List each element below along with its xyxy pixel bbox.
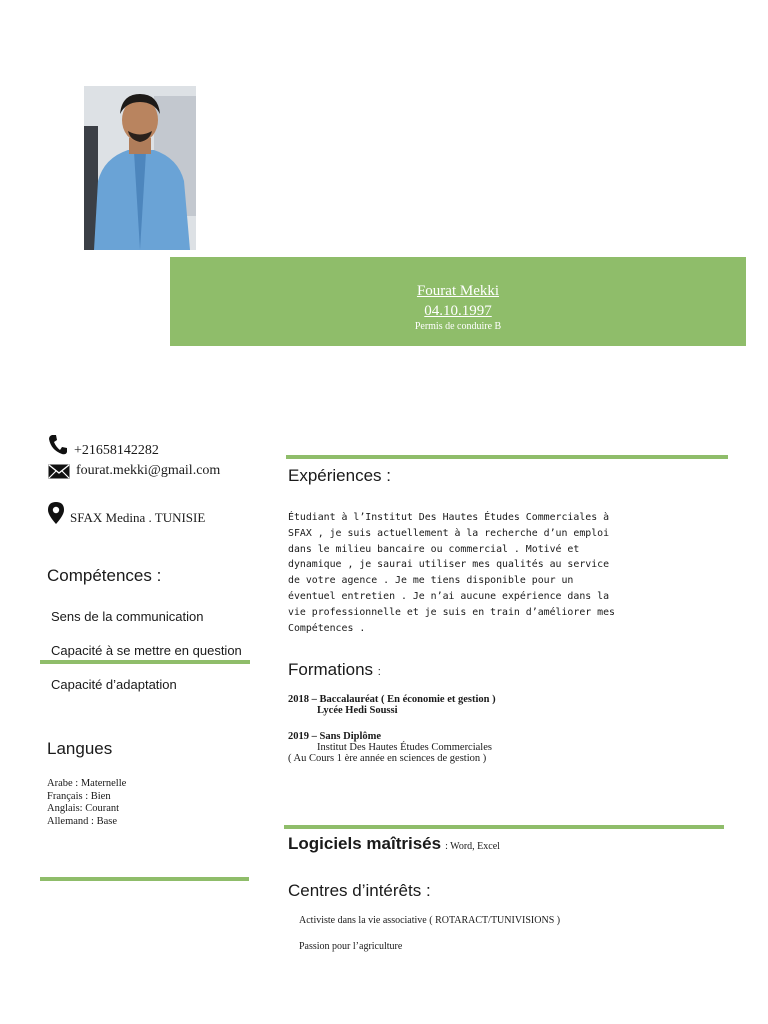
education-item-title: 2019 – Sans Diplôme <box>288 731 382 742</box>
phone-number: +21658142282 <box>74 443 159 458</box>
divider-line <box>40 660 250 664</box>
experience-line: Compétences . <box>288 622 366 634</box>
address: SFAX Medina . TUNISIE <box>70 510 206 525</box>
education-item-title: 2018 – Baccalauréat ( En économie et gestion ) <box>288 694 496 705</box>
experience-line: de votre agence . Je me tiens disponible pour un <box>288 575 574 587</box>
language-list <box>47 778 126 828</box>
experience-heading: Expériences : <box>288 466 391 485</box>
divider-line <box>286 455 728 459</box>
experience-line: éventuel entretien . Je n’ai aucune expérience dans la <box>288 590 610 602</box>
experience-line: vie professionnelle et je suis en train d’améliorer mes <box>288 606 615 618</box>
email-address[interactable]: fourat.mekki@gmail.com <box>76 463 221 478</box>
contact-phone <box>48 431 159 459</box>
education-heading <box>288 660 381 680</box>
education-item-school: Lycée Hedi Soussi <box>317 705 398 716</box>
skill-item: Capacité à se mettre en question <box>51 643 242 658</box>
education-item-school: Institut Des Hautes Études Commerciales <box>317 742 492 753</box>
experience-line: SFAX , je suis actuellement à la recherche d’un emploi <box>288 527 610 539</box>
language-item: Anglais: Courant <box>47 803 120 814</box>
experience-line: Étudiant à l’Institut Des Hautes Études Commerciales à <box>288 512 610 523</box>
interest-item: Activiste dans la vie associative ( ROTARACT/TUNIVISIONS ) <box>299 915 561 926</box>
contact-email <box>48 463 220 479</box>
software-heading: Logiciels maîtrisés <box>288 834 442 853</box>
location-pin-icon <box>48 502 64 524</box>
education-item <box>288 694 496 716</box>
experience-line: dynamique , je saurai utiliser mes qualités au service <box>288 559 610 571</box>
language-item: Allemand : Base <box>47 815 117 827</box>
envelope-icon <box>48 464 70 479</box>
driving-license: Permis de conduire B <box>414 321 502 332</box>
divider-line <box>284 825 724 829</box>
education-title: Formations <box>288 660 374 679</box>
skill-item: Sens de la communication <box>51 609 204 624</box>
language-item: Arabe : Maternelle <box>47 778 127 789</box>
software-section <box>288 834 500 854</box>
education-title-suffix: : <box>377 666 381 678</box>
language-item: Français : Bien <box>47 790 111 802</box>
education-item <box>288 731 492 764</box>
software-list: : Word, Excel <box>445 841 500 852</box>
person-portrait-icon <box>84 86 196 250</box>
skills-heading: Compétences : <box>47 566 162 585</box>
profile-photo <box>84 86 196 250</box>
candidate-name: Fourat Mekki <box>416 283 500 299</box>
birth-date: 04.10.1997 <box>424 303 492 319</box>
languages-heading: Langues <box>47 739 113 758</box>
education-item-note: ( Au Cours 1 ère année en sciences de gestion ) <box>288 753 487 764</box>
interests-heading: Centres d’intérêts : <box>288 881 431 900</box>
contact-address <box>48 500 205 526</box>
experience-line: dans le milieu bancaire ou commercial . Motivé et <box>288 543 580 555</box>
divider-line <box>40 877 249 881</box>
header-banner <box>170 257 746 346</box>
skill-item: Capacité d’adaptation <box>51 677 177 692</box>
phone-icon <box>48 434 68 456</box>
interest-item: Passion pour l’agriculture <box>299 941 403 952</box>
experience-text <box>288 510 658 636</box>
